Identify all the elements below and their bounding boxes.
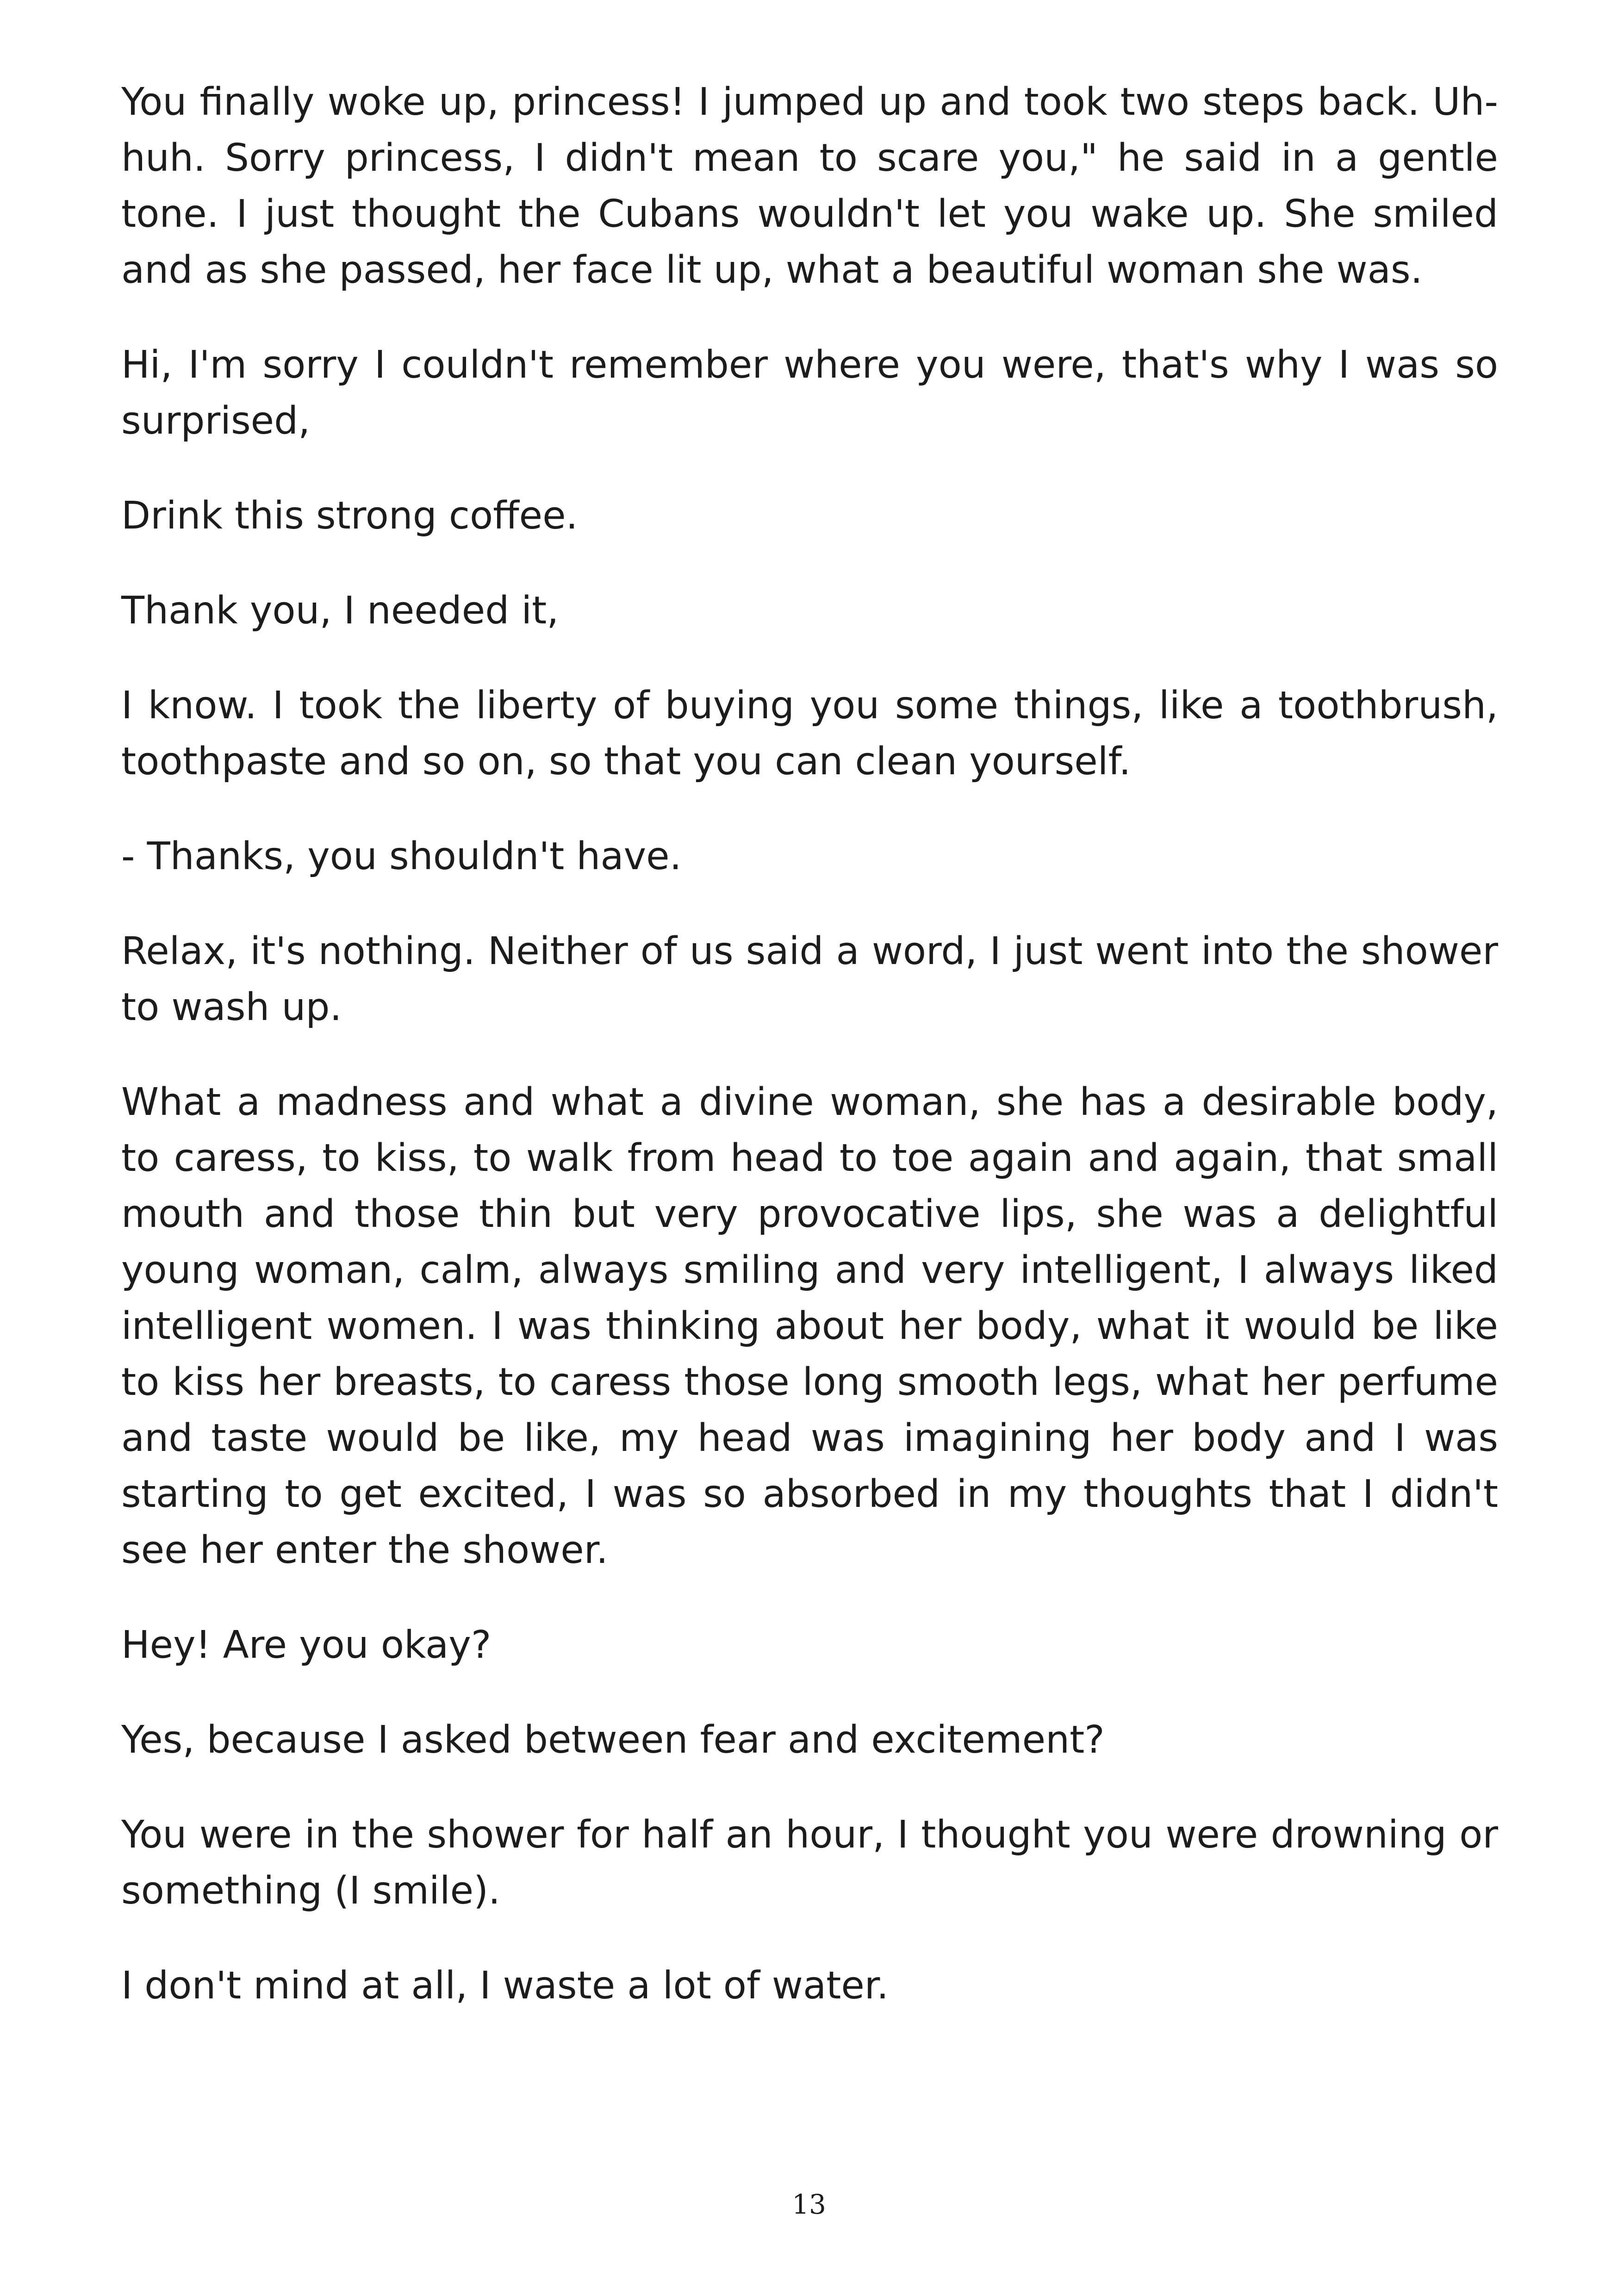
body-text bbox=[121, 74, 1498, 2053]
paragraph: You were in the shower for half an hour, I thought you were drowning or something (I smile). bbox=[121, 1813, 1498, 1913]
paragraph: Hey! Are you okay? bbox=[121, 1623, 492, 1667]
page-number: 13 bbox=[792, 2189, 826, 2220]
paragraph: Relax, it's nothing. Neither of us said a word, I just went into the shower to wash up. bbox=[121, 929, 1498, 1029]
paragraph: I don't mind at all, I waste a lot of water. bbox=[121, 1964, 889, 2008]
paragraph: Hi, I'm sorry I couldn't remember where you were, that's why I was so surprised, bbox=[121, 343, 1498, 443]
paragraph: Yes, because I asked between fear and excitement? bbox=[121, 1718, 1105, 1762]
paragraph: Thank you, I needed it, bbox=[121, 589, 559, 633]
paragraph: You finally woke up, princess! I jumped up and took two steps back. Uh-huh. Sorry princess, I didn't mean to scare you," he said in a gentle tone. I just thought the Cubans wouldn't let you wake up. She smiled and as she passed, her face lit up, what a beautiful woman she was. bbox=[121, 80, 1498, 292]
paragraph: Drink this strong coffee. bbox=[121, 494, 578, 538]
paragraph: - Thanks, you shouldn't have. bbox=[121, 834, 682, 878]
paragraph: I know. I took the liberty of buying you some things, like a toothbrush, toothpaste and so on, so that you can clean yourself. bbox=[121, 684, 1498, 784]
paragraph: What a madness and what a divine woman, she has a desirable body, to caress, to kiss, to walk from head to toe again and again, that small mouth and those thin but very provocative lips, she was a delightful young woman, calm, always smiling and very intelligent, I always liked intelligent women. I was thinking about her body, what it would be like to kiss her breasts, to caress those long smooth legs, what her perfume and taste would be like, my head was imagining her body and I was starting to get excited, I was so absorbed in my thoughts that I didn't see her enter the shower. bbox=[121, 1080, 1498, 1572]
